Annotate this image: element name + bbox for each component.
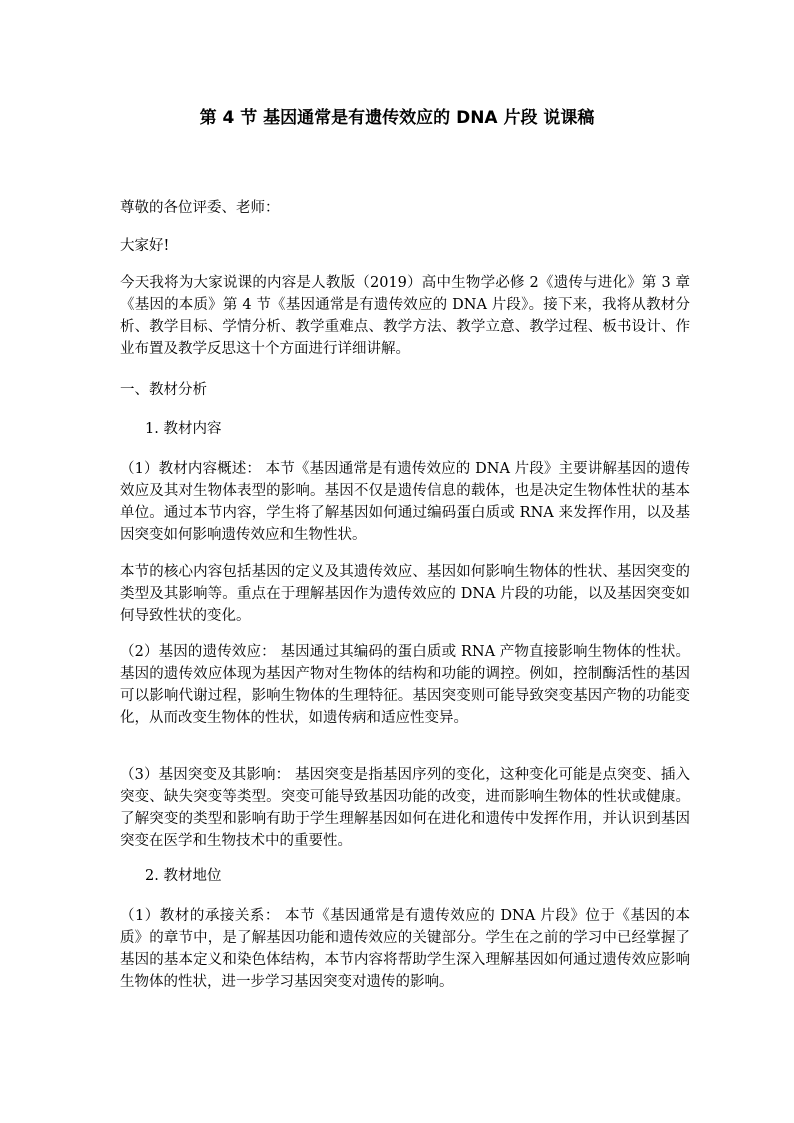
paragraph-content-overview: （1）教材内容概述： 本节《基因通常是有遗传效应的 DNA 片段》主要讲解基因的遗传效应及其对生物体表型的影响。基因不仅是遗传信息的载体，也是决定生物体性状的基本单位。通过本节内容，学生将了解基因如何通过编码蛋白质或 RNA 来发挥作用，以及基因突变如何影响遗传效应和生物性状。 bbox=[120, 461, 690, 543]
section-heading-textbook-analysis: 一、教材分析 bbox=[120, 382, 207, 398]
intro-paragraph: 今天我将为大家说课的内容是人教版（2019）高中生物学必修 2《遗传与进化》第 3 章《基因的本质》第 4 节《基因通常是有遗传效应的 DNA 片段》。接下来，我将从教材分析、教学目标、学情分析、教学重难点、教学方法、教学立意、教学过程、板书设计、作业布置及教学反思这十个方面进行详细讲解。 bbox=[120, 275, 690, 357]
greeting-line: 尊敬的各位评委、老师： bbox=[120, 200, 280, 216]
document-title: 第 4 节 基因通常是有遗传效应的 DNA 片段 说课稿 bbox=[199, 108, 595, 128]
hello-line: 大家好! bbox=[120, 238, 170, 254]
paragraph-genetic-effect: （2）基因的遗传效应： 基因通过其编码的蛋白质或 RNA 产物直接影响生物体的性状。基因的遗传效应体现为基因产物对生物体的结构和功能的调控。例如，控制酶活性的基因可以影响代谢过程，影响生物体的生理特征。基因突变则可能导致突变基因产物的功能变化，从而改变生物体的性状，如遗传病和适应性变异。 bbox=[120, 644, 690, 726]
paragraph-continuity: （1）教材的承接关系： 本节《基因通常是有遗传效应的 DNA 片段》位于《基因的本质》的章节中，是了解基因功能和遗传效应的关键部分。学生在之前的学习中已经掌握了基因的基本定义和染色体结构，本节内容将帮助学生深入理解基因如何通过遗传效应影响生物体的性状，进一步学习基因突变对遗传的影响。 bbox=[120, 908, 690, 990]
subheading-textbook-content: 1. 教材内容 bbox=[145, 421, 222, 437]
subheading-textbook-position: 2. 教材地位 bbox=[145, 868, 222, 884]
paragraph-gene-mutation: （3）基因突变及其影响： 基因突变是指基因序列的变化，这种变化可能是点突变、插入突变、缺失突变等类型。突变可能导致基因功能的改变，进而影响生物体的性状或健康。了解突变的类型和影响有助于学生理解基因如何在进化和遗传中发挥作用，并认识到基因突变在医学和生物技术中的重要性。 bbox=[120, 767, 690, 849]
paragraph-core-content: 本节的核心内容包括基因的定义及其遗传效应、基因如何影响生物体的性状、基因突变的类型及其影响等。重点在于理解基因作为遗传效应的 DNA 片段的功能，以及基因突变如何导致性状的变化。 bbox=[120, 564, 690, 624]
